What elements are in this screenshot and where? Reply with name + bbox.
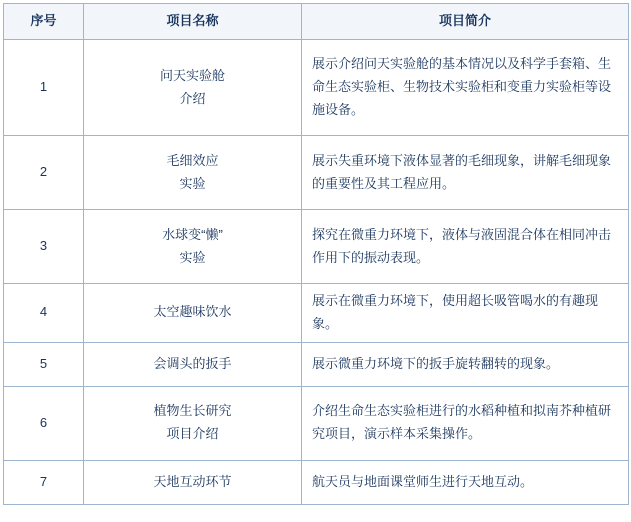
table-row: [4, 284, 629, 343]
row-index: 4: [4, 284, 84, 343]
table-header-row: [4, 4, 629, 40]
row-description: 展示失重环境下液体显著的毛细现象，讲解毛细现象的重要性及其工程应用。: [302, 136, 629, 210]
row-description: 展示在微重力环境下，使用超长吸管喝水的有趣现象。: [302, 284, 629, 343]
row-project-name-line: 植物生长研究: [153, 403, 232, 419]
row-project-name-line: 项目介绍: [166, 426, 219, 441]
row-description: 航天员与地面课堂师生进行天地互动。: [302, 460, 629, 504]
table-row: [4, 460, 629, 504]
row-project-name: [84, 210, 302, 284]
row-project-name-line: 问天实验舱: [159, 67, 225, 83]
row-description: 展示介绍问天实验舱的基本情况以及科学手套箱、生命生态实验柜、生物技术实验柜和变重力实验柜等设施设备。: [302, 40, 629, 136]
table-header: [4, 4, 629, 40]
table-row: [4, 210, 629, 284]
table-row: [4, 40, 629, 136]
row-index: 1: [4, 40, 84, 136]
row-project-name-line: 会调头的扳手: [153, 355, 232, 371]
row-index: 2: [4, 136, 84, 210]
table-row: [4, 386, 629, 460]
table-row: [4, 136, 629, 210]
column-header-name: 项目名称: [84, 4, 302, 40]
row-description: 探究在微重力环境下，液体与液固混合体在相同冲击作用下的振动表现。: [302, 210, 629, 284]
row-project-name: [84, 386, 302, 460]
row-project-name-line: 太空趣味饮水: [153, 304, 232, 320]
row-description: 介绍生命生态实验柜进行的水稻种植和拟南芥种植研究项目，演示样本采集操作。: [302, 386, 629, 460]
row-index: 3: [4, 210, 84, 284]
row-project-name-line: 实验: [179, 175, 206, 191]
row-project-name: [84, 460, 302, 504]
table-row: [4, 342, 629, 386]
row-project-name-line: 介绍: [179, 90, 206, 106]
row-project-name: [84, 342, 302, 386]
row-project-name-line: 毛细效应: [166, 152, 219, 168]
column-header-description: 项目简介: [302, 4, 629, 40]
row-project-name: [84, 284, 302, 343]
table-body: [4, 40, 629, 505]
row-project-name: [84, 136, 302, 210]
row-index: 5: [4, 342, 84, 386]
row-project-name-line: 水球变“懒”: [162, 226, 223, 242]
row-project-name-line: 实验: [179, 249, 206, 265]
column-header-index: 序号: [4, 4, 84, 40]
row-description: 展示微重力环境下的扳手旋转翻转的现象。: [302, 342, 629, 386]
schedule-table-container: [0, 3, 631, 505]
schedule-table: [3, 3, 629, 505]
row-project-name-line: 天地互动环节: [153, 473, 232, 489]
row-index: 7: [4, 460, 84, 504]
row-project-name: [84, 40, 302, 136]
row-index: 6: [4, 386, 84, 460]
